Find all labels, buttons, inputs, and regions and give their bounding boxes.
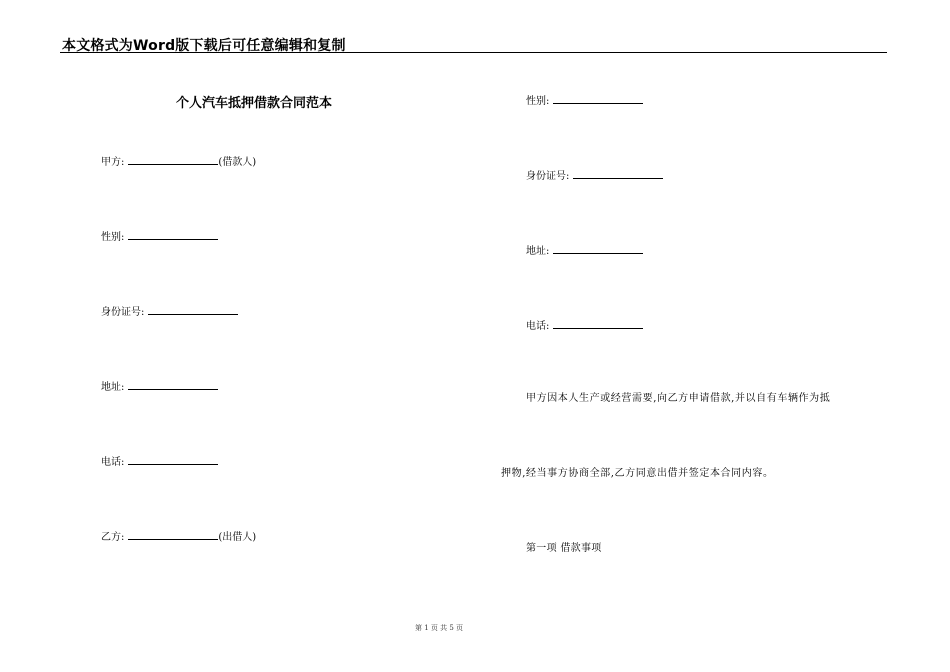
field-suffix: (出借人) <box>218 532 257 543</box>
page-footer: 第 1 页 共 5 页 <box>415 624 464 632</box>
field-label: 甲方: <box>101 157 125 168</box>
paragraph-line-2: 押物,经当事方协商全部,乙方同意出借并签定本合同内容。 <box>501 468 774 479</box>
fill-blank <box>553 94 643 104</box>
field-label: 电话: <box>101 457 125 468</box>
field-suffix: (借款人) <box>218 157 257 168</box>
page-header: 本文格式为Word版下载后可任意编辑和复制 <box>62 38 346 54</box>
fill-blank <box>128 230 218 240</box>
party-b-id-number-field <box>526 169 663 183</box>
fill-blank <box>128 455 218 465</box>
party-a-field <box>101 155 256 169</box>
fill-blank <box>553 319 643 329</box>
party-b-field <box>101 530 256 544</box>
fill-blank <box>553 244 643 254</box>
header-rule <box>60 52 887 53</box>
field-label: 性别: <box>526 96 550 107</box>
party-b-phone-field <box>526 319 643 333</box>
field-label: 身份证号: <box>526 171 570 182</box>
section-heading: 第一项 借款事项 <box>526 543 602 554</box>
field-label: 地址: <box>526 246 550 257</box>
fill-blank <box>148 305 238 315</box>
field-label: 身份证号: <box>101 307 145 318</box>
address-field <box>101 380 218 394</box>
phone-field <box>101 455 218 469</box>
fill-blank <box>573 169 663 179</box>
field-label: 地址: <box>101 382 125 393</box>
field-label: 乙方: <box>101 532 125 543</box>
fill-blank <box>128 530 218 540</box>
field-label: 性别: <box>101 232 125 243</box>
fill-blank <box>128 155 218 165</box>
party-b-gender-field <box>526 94 643 108</box>
paragraph-line-1: 甲方因本人生产或经营需要,向乙方申请借款,并以自有车辆作为抵 <box>526 393 831 404</box>
fill-blank <box>128 380 218 390</box>
field-label: 电话: <box>526 321 550 332</box>
document-title: 个人汽车抵押借款合同范本 <box>176 96 333 111</box>
party-b-address-field <box>526 244 643 258</box>
id-number-field <box>101 305 238 319</box>
gender-field <box>101 230 218 244</box>
